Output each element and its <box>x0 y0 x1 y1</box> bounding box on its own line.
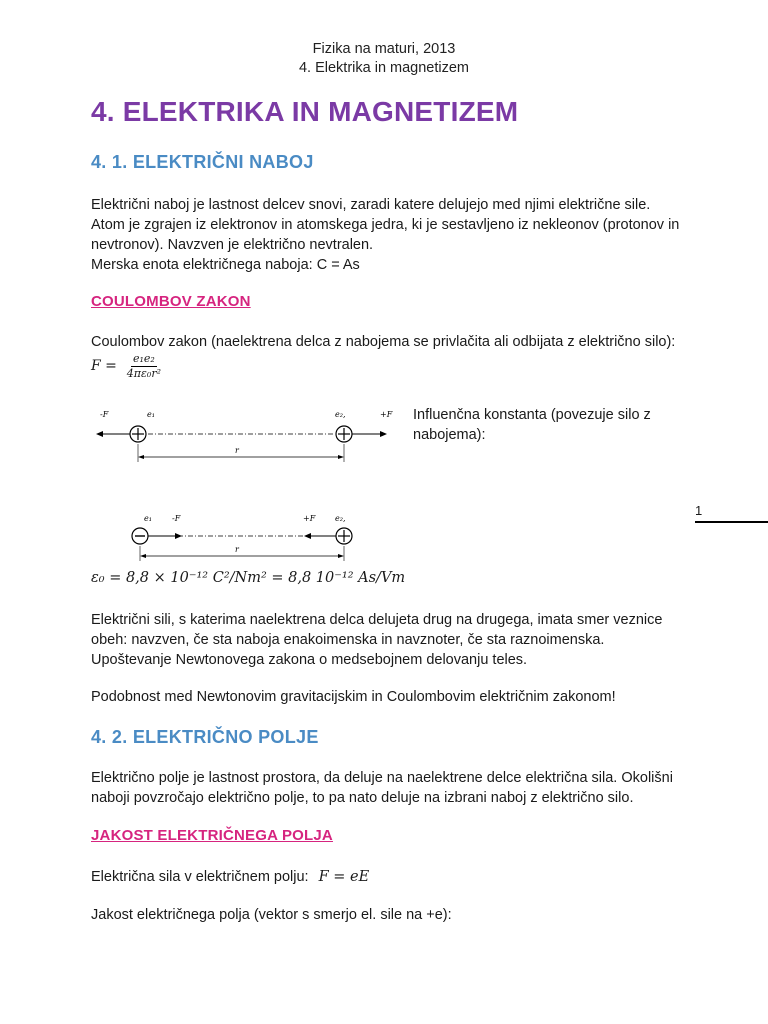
text-line: Upoštevanje Newtonovega zakona o medsebojnem delovanju teles. <box>91 652 528 668</box>
label-e1: e₁ <box>147 410 155 419</box>
text-line: Električni naboj je lastnost delcev snovi, zaradi katere delujejo med njimi električne sile. <box>91 197 651 213</box>
distance-arrowhead-right <box>338 455 344 459</box>
arrowhead-right <box>380 431 387 437</box>
text-line: Merska enota električnega naboja: C = As <box>91 257 360 273</box>
field-force-formula: F = eE <box>318 869 370 885</box>
label-minus-f: -F <box>172 514 181 523</box>
formula-lhs: F = <box>91 358 117 375</box>
subsection-heading-field-strength: JAKOST ELEKTRIČNEGA POLJA <box>91 827 333 844</box>
formula-fraction <box>125 352 163 381</box>
text-line: naboji povzročajo električno polje, to pa nato deluje na izbrani naboj z električno silo. <box>91 790 634 806</box>
text-line: Električno polje je lastnost prostora, da deluje na naelektrene delce električna sila. Okolišni <box>91 770 673 786</box>
header-line-1: Fizika na maturi, 2013 <box>312 41 456 57</box>
diagram-repulsion <box>90 402 400 464</box>
distance-arrowhead-right <box>338 554 344 558</box>
distance-arrowhead-left <box>140 554 146 558</box>
positive-charge-icon <box>130 426 146 442</box>
positive-charge-icon <box>336 528 352 544</box>
influence-constant-text <box>413 405 683 445</box>
text-line: Električni sili, s katerima naelektrena delca delujeta drug na drugega, imata smer veznice <box>91 612 663 628</box>
section-heading-electric-charge: 4. 1. ELEKTRIČNI NABOJ <box>91 152 314 172</box>
arrowhead-inward-left <box>175 533 182 539</box>
label-minus-f: -F <box>100 410 109 419</box>
subsection-heading-coulomb: COULOMBOV ZAKON <box>91 293 251 310</box>
label-e1: e₁ <box>144 514 152 523</box>
label-plus-f: +F <box>380 410 393 419</box>
section-heading-electric-field: 4. 2. ELEKTRIČNO POLJE <box>91 727 319 747</box>
field-force-line <box>91 867 681 887</box>
negative-charge-icon <box>132 528 148 544</box>
coulomb-paragraph-3: Podobnost med Newtonovim gravitacijskim in Coulombovim električnim zakonom! <box>91 689 616 705</box>
page-number-rule <box>695 521 768 523</box>
page-number: 1 <box>695 503 703 518</box>
section2-paragraph <box>91 768 681 808</box>
diagram-attraction <box>90 510 400 562</box>
text-line: Atom je zgrajen iz elektronov in atomskega jedra, ki je sestavljeno iz nekleonov (protonov in <box>91 217 680 233</box>
text-line: obeh: navzven, če sta naboja enakoimenska in navznoter, če sta raznoimenska. <box>91 632 605 648</box>
field-strength-line: Jakost električnega polja (vektor s smerjo el. sile na +e): <box>91 907 452 923</box>
section1-paragraph <box>91 195 681 275</box>
distance-arrowhead-left <box>138 455 144 459</box>
text-line: nevtronov). Navzven je električno nevtralen. <box>91 237 374 253</box>
chapter-title: 4. ELEKTRIKA IN MAGNETIZEM <box>91 96 519 127</box>
formula-numerator: e₁e₂ <box>132 352 155 365</box>
label-e2: e₂, <box>335 410 346 419</box>
epsilon-formula: ε₀ = 8,8 × 10⁻¹² C²/Nm² = 8,8 10⁻¹² As/Vm <box>91 570 406 586</box>
label-r: r <box>235 446 239 455</box>
coulomb-formula <box>91 352 163 381</box>
label-r: r <box>235 545 239 554</box>
text-line: Influenčna konstanta (povezuje silo z <box>413 407 651 423</box>
arrowhead-inward-right <box>304 533 311 539</box>
positive-charge-icon <box>336 426 352 442</box>
coulomb-paragraph-2 <box>91 610 681 670</box>
label-e2: e₂, <box>335 514 346 523</box>
arrowhead-left <box>96 431 103 437</box>
formula-denominator: 4πε₀r² <box>126 367 162 380</box>
text-line: nabojema): <box>413 427 486 443</box>
page-header <box>0 40 768 78</box>
coulomb-intro: Coulombov zakon (naelektrena delca z nabojema se privlačita ali odbijata z električno silo): <box>91 334 676 350</box>
header-line-2: 4. Elektrika in magnetizem <box>298 60 470 76</box>
label-plus-f: +F <box>303 514 316 523</box>
field-force-text: Električna sila v električnem polju: <box>91 869 309 885</box>
